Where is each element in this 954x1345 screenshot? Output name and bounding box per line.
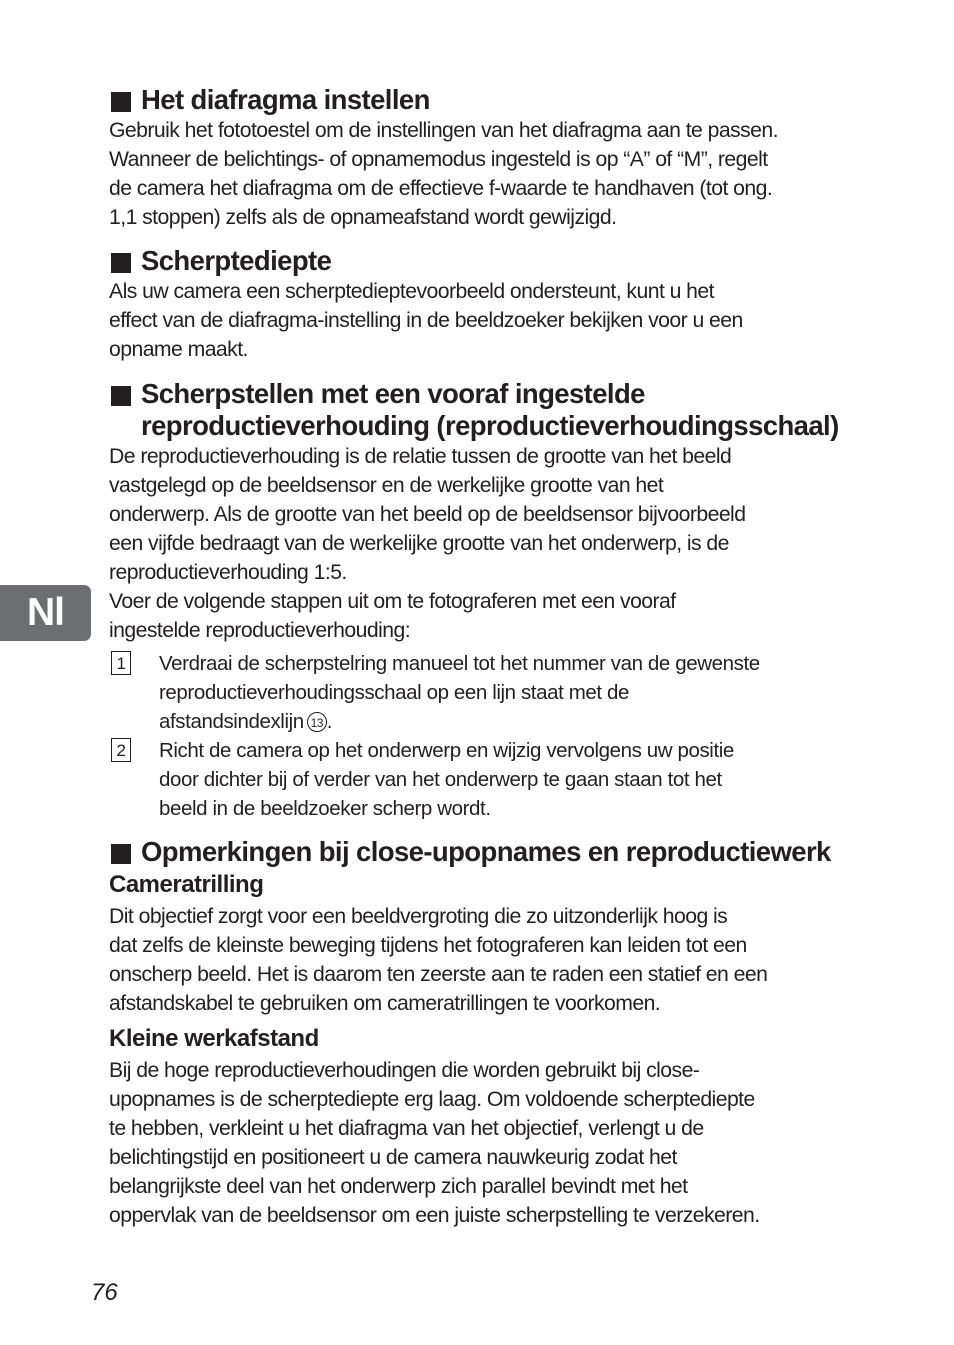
- step-list: [109, 649, 844, 823]
- paragraph-diafragma: [109, 116, 844, 232]
- step-item-2: [109, 736, 844, 823]
- text-line: upopnames is de scherptediepte erg laag. Om voldoende scherptediepte: [109, 1088, 755, 1111]
- paragraph-werkafstand: [109, 1056, 844, 1230]
- text-line: effect van de diafragma-instelling in de beeldzoeker bekijken voor u een: [109, 309, 743, 332]
- heading-text: Scherptediepte: [141, 245, 332, 276]
- language-tab: Nl: [0, 585, 91, 641]
- text-line: ingestelde reproductieverhouding:: [109, 619, 411, 642]
- paragraph-scherpstellen: [109, 442, 844, 645]
- text-line: Dit objectief zorgt voor een beeldvergroting die zo uitzonderlijk hoog is: [109, 905, 728, 928]
- section-heading-diafragma: [109, 84, 844, 116]
- page-number: 76: [91, 1279, 118, 1306]
- square-bullet-icon: [111, 386, 131, 406]
- square-bullet-icon: [111, 253, 131, 273]
- step-text-line: door dichter bij of verder van het onderwerp te gaan staan tot het: [159, 768, 722, 791]
- square-bullet-icon: [111, 92, 131, 112]
- text-line: Wanneer de belichtings- of opnamemodus ingesteld is op “A” of “M”, regelt: [109, 148, 768, 171]
- circled-reference-number: 13: [307, 712, 327, 732]
- text-line: afstandskabel te gebruiken om cameratrillingen te voorkomen.: [109, 992, 661, 1015]
- section-heading-scherpstellen: [109, 378, 844, 442]
- text-line: de camera het diafragma om de effectieve f-waarde te handhaven (tot ong.: [109, 177, 773, 200]
- text-line: De reproductieverhouding is de relatie tussen de grootte van het beeld: [109, 445, 732, 468]
- section-heading-opmerkingen: [109, 836, 844, 868]
- paragraph-cameratrilling: [109, 902, 844, 1018]
- heading-text-line2: reproductieverhouding (reproductieverhoudingsschaal): [141, 410, 839, 441]
- step-text: afstandsindexlijn: [159, 710, 304, 733]
- text-line: reproductieverhouding 1:5.: [109, 561, 347, 584]
- text-line: vastgelegd op de beeldsensor en de werkelijke grootte van het: [109, 474, 664, 497]
- step-text-line: Richt de camera op het onderwerp en wijzig vervolgens uw positie: [159, 739, 734, 762]
- step-text-line-last: [159, 707, 844, 736]
- section-heading-scherptediepte: [109, 245, 844, 277]
- text-line: Bij de hoge reproductieverhoudingen die worden gebruikt bij close-: [109, 1059, 700, 1082]
- text-line: 1,1 stoppen) zelfs als de opnameafstand wordt gewijzigd.: [109, 206, 617, 229]
- text-line: dat zelfs de kleinste beweging tijdens het fotograferen kan leiden tot een: [109, 934, 747, 957]
- heading-text-line1: Scherpstellen met een vooraf ingestelde: [141, 378, 645, 409]
- step-text-line: reproductieverhoudingsschaal op een lijn staat met de: [159, 681, 629, 704]
- text-line: onscherp beeld. Het is daarom ten zeerste aan te raden een statief en een: [109, 963, 768, 986]
- step-text-end: .: [326, 710, 333, 733]
- text-line: Voer de volgende stappen uit om te fotograferen met een vooraf: [109, 590, 676, 613]
- text-line: belichtingstijd en positioneert u de camera nauwkeurig zodat het: [109, 1146, 677, 1169]
- heading-text: Opmerkingen bij close-upopnames en reproductiewerk: [141, 836, 831, 867]
- text-line: Als uw camera een scherptedieptevoorbeeld ondersteunt, kunt u het: [109, 280, 714, 303]
- text-line: een vijfde bedraagt van de werkelijke grootte van het onderwerp, is de: [109, 532, 729, 555]
- text-line: te hebben, verkleint u het diafragma van het objectief, verlengt u de: [109, 1117, 704, 1140]
- heading-text: Het diafragma instellen: [141, 84, 430, 115]
- step-text-line: beeld in de beeldzoeker scherp wordt.: [159, 797, 491, 820]
- step-number-box: 1: [111, 651, 131, 675]
- step-item-1: [109, 649, 844, 736]
- text-line: Gebruik het fototoestel om de instellingen van het diafragma aan te passen.: [109, 119, 778, 142]
- paragraph-scherptediepte: [109, 277, 844, 364]
- text-line: opname maakt.: [109, 338, 248, 361]
- step-number-box: 2: [111, 738, 131, 762]
- subheading-werkafstand: Kleine werkafstand: [109, 1025, 319, 1052]
- text-line: belangrijkste deel van het onderwerp zich parallel bevindt met het: [109, 1175, 688, 1198]
- page-content: [109, 84, 844, 1230]
- text-line: oppervlak van de beeldsensor om een juiste scherpstelling te verzekeren.: [109, 1204, 760, 1227]
- square-bullet-icon: [111, 844, 131, 864]
- text-line: onderwerp. Als de grootte van het beeld op de beeldsensor bijvoorbeeld: [109, 503, 746, 526]
- step-text-line: Verdraai de scherpstelring manueel tot het nummer van de gewenste: [159, 652, 760, 675]
- subheading-cameratrilling: Cameratrilling: [109, 871, 264, 898]
